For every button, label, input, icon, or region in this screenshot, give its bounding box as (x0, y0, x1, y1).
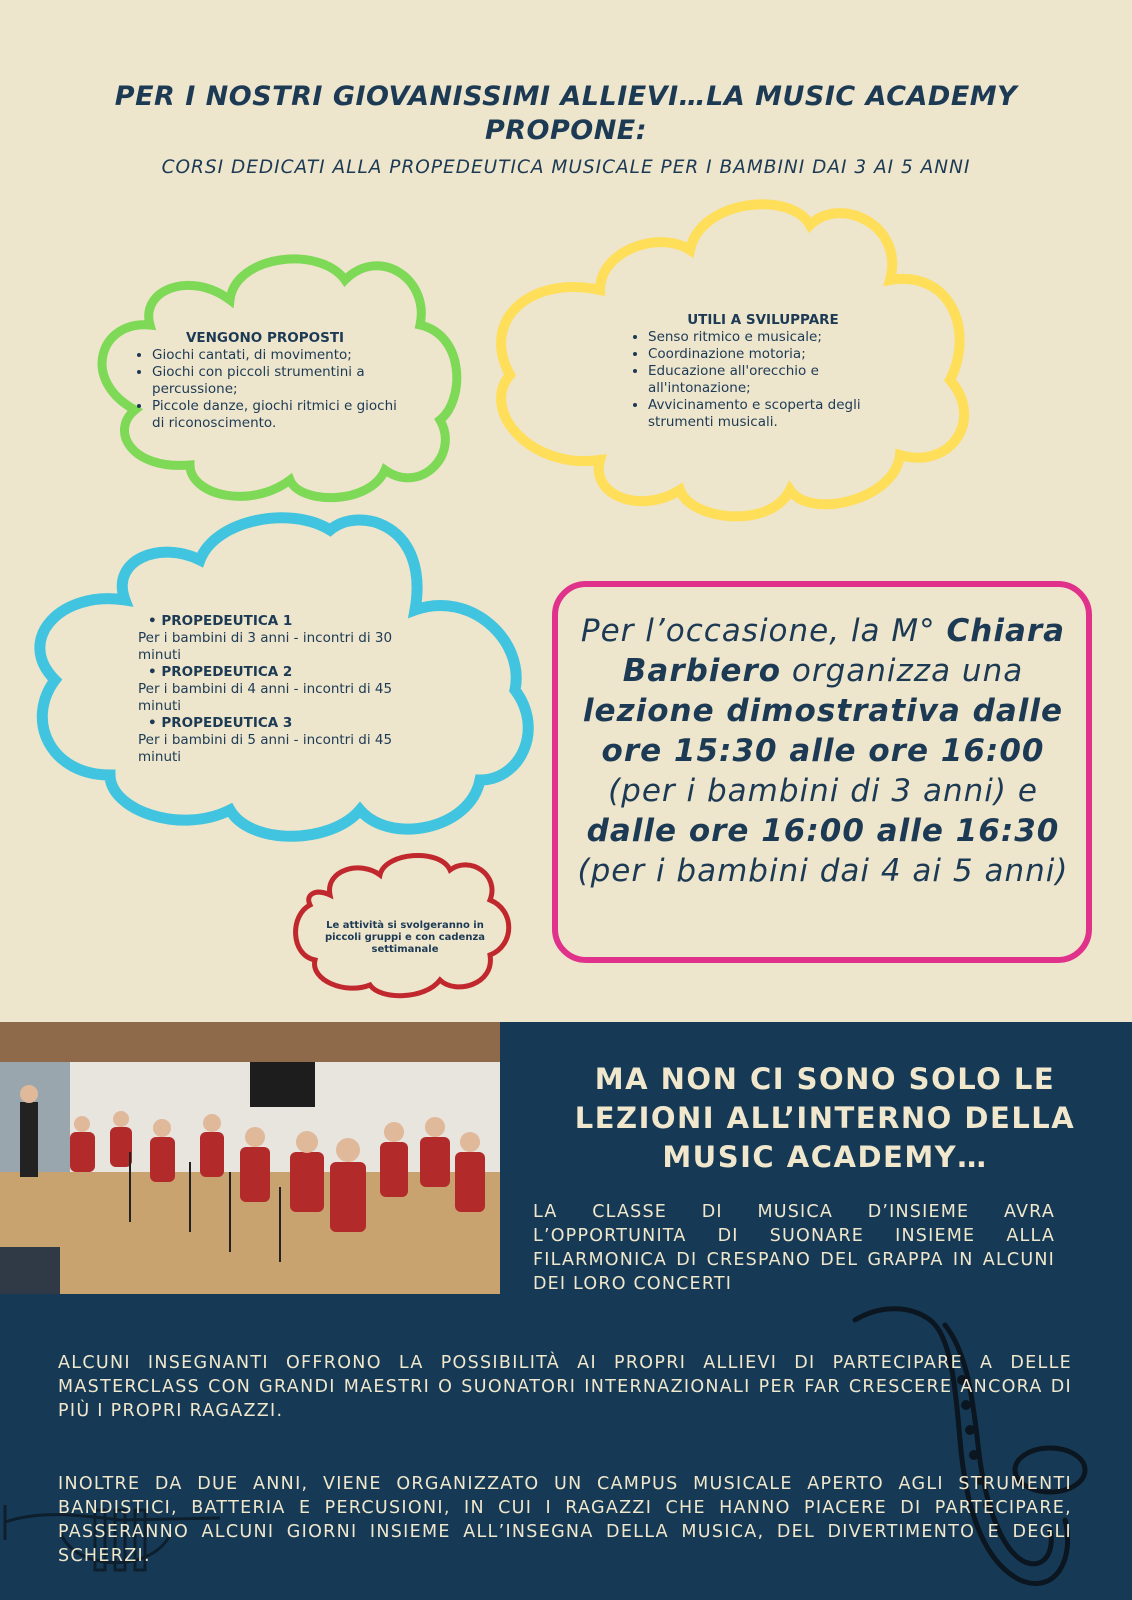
section-heading: MA NON CI SONO SOLO LE LEZIONI ALL’INTERNO DELLA MUSIC ACADEMY… (574, 1062, 1076, 1174)
green-cloud-text (130, 330, 400, 432)
yellow-cloud-text (618, 312, 908, 431)
teacher-name: Chiara Barbiero (622, 613, 1066, 689)
level-desc: Per i bambini di 3 anni - incontri di 30 minuti (138, 630, 393, 663)
yellow-cloud-list (618, 329, 908, 431)
level-desc: Per i bambini di 5 anni - incontri di 45 minuti (138, 732, 393, 765)
list-item: • Piccole danze, giochi ritmici e giochi di riconoscimento. (152, 398, 400, 432)
text-part: organizza una (781, 653, 1024, 689)
text-part: (per i bambini dai 4 ai 5 anni) (577, 853, 1069, 889)
text-part: (per i bambini di 3 anni) e (608, 773, 1038, 809)
blue-cloud-text (138, 613, 438, 766)
yellow-cloud-heading: UTILI A SVILUPPARE (687, 312, 839, 328)
text-part: Per l’occasione, la M° (580, 613, 947, 649)
red-cloud-text: Le attività si svolgeranno in piccoli gruppi e con cadenza settimanale (324, 920, 486, 955)
level-desc: Per i bambini di 4 anni - incontri di 45 minuti (138, 681, 393, 714)
green-cloud-heading: VENGONO PROPOSTI (185, 330, 345, 346)
list-item: • Senso ritmico e musicale; (648, 329, 908, 346)
list-item: • Coordinazione motoria; (648, 346, 908, 363)
page-title: PER I NOSTRI GIOVANISSIMI ALLIEVI…LA MUSIC ACADEMY PROPONE: (114, 81, 1018, 146)
ensemble-photo (0, 1022, 500, 1294)
level-name: • PROPEDEUTICA 2 (148, 664, 438, 681)
list-item: • Educazione all'orecchio e all'intonazione; (648, 363, 908, 397)
page-subtitle: CORSI DEDICATI ALLA PROPEDEUTICA MUSICALE PER I BAMBINI DAI 3 AI 5 ANNI (161, 157, 971, 178)
lesson-time-2: dalle ore 16:00 alle 16:30 (586, 813, 1060, 849)
level-name: • PROPEDEUTICA 3 (148, 715, 438, 732)
lesson-time-1: lezione dimostrativa dalle ore 15:30 alle ore 16:00 (582, 693, 1064, 769)
list-item: • Giochi cantati, di movimento; (152, 347, 400, 364)
ensemble-paragraph: LA CLASSE DI MUSICA D’INSIEME AVRA L’OPPORTUNITA DI SUONARE INSIEME ALLA FILARMONICA DI CRESPANO DEL GRAPPA IN ALCUNI DEI LORO CONCERTI (533, 1202, 1055, 1294)
level-name: • PROPEDEUTICA 1 (148, 613, 438, 630)
list-item: • Giochi con piccoli strumentini a percussione; (152, 364, 400, 398)
demo-lesson-text (570, 611, 1076, 891)
campus-paragraph: INOLTRE DA DUE ANNI, VIENE ORGANIZZATO UN CAMPUS MUSICALE APERTO AGLI STRUMENTI BANDISTICI, BATTERIA E PERCUSIONI, IN CUI I RAGAZZI CHE HANNO PIACERE DI PARTECIPARE, PASSERANNO ALCUNI GIORNI INSIEME ALL’INSEGNA DELLA MUSICA, DEL DIVERTIMENTO E DEGLI SCHERZI. (58, 1474, 1072, 1566)
masterclass-paragraph: ALCUNI INSEGNANTI OFFRONO LA POSSIBILITÀ AI PROPRI ALLIEVI DI PARTECIPARE A DELLE MASTERCLASS CON GRANDI MAESTRI O SUONATORI INTERNAZIONALI PER FAR CRESCERE ANCORA DI PIÙ I PROPRI RAGAZZI. (58, 1353, 1072, 1421)
list-item: • Avvicinamento e scoperta degli strumenti musicali. (648, 397, 908, 431)
green-cloud-list (130, 347, 400, 432)
